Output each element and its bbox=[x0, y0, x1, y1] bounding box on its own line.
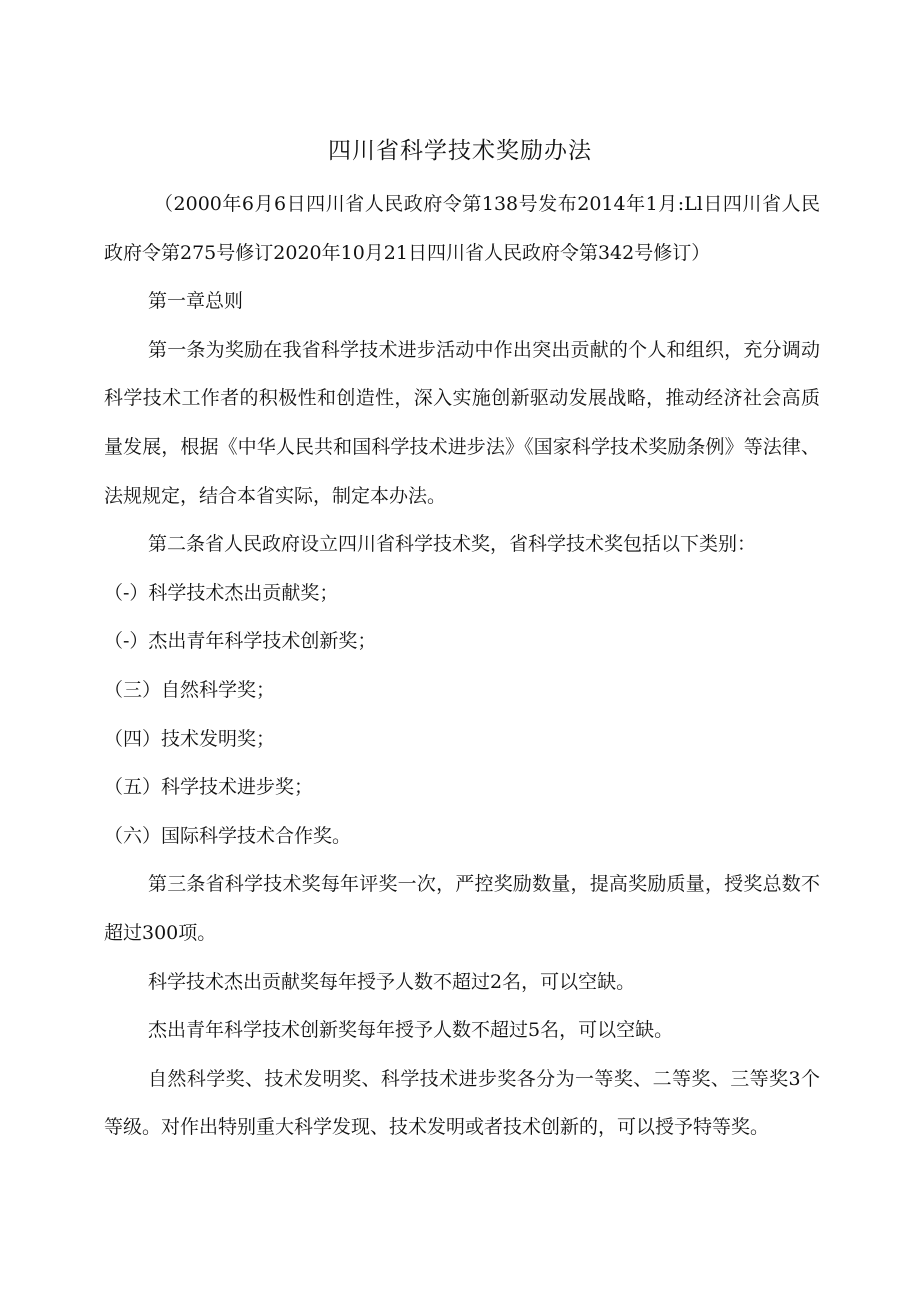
award-category-item: （五）科学技术进步奖； bbox=[104, 776, 314, 799]
award-category-item: （-）科学技术杰出贡献奖； bbox=[104, 581, 339, 604]
document-body bbox=[104, 180, 820, 1152]
award-category-item: （六）国际科学技术合作奖。 bbox=[104, 824, 352, 847]
chapter-heading: 第一章总则 bbox=[148, 290, 244, 313]
issuance-note: （2000年6月6日四川省人民政府令第138号发布2014年1月:Ll日四川省人民政府令第275号修订2020年10月21日四川省人民政府令第342号修订） bbox=[104, 193, 820, 264]
award-category-item: （-）杰出青年科学技术创新奖； bbox=[104, 630, 377, 653]
article-1: 第一条为奖励在我省科学技术进步活动中作出突出贡献的个人和组织，充分调动科学技术工作者的积极性和创造性，深入实施创新驱动发展战略，推动经济社会高质量发展，根据《中华人民共和国科学技术进步法》《国家科学技术奖励条例》等法律、法规规定，结合本省实际，制定本办法。 bbox=[104, 338, 820, 507]
article-3: 第三条省科学技术奖每年评奖一次，严控奖励数量，提高奖励质量，授奖总数不超过300项。 bbox=[104, 873, 820, 944]
paragraph-outstanding-contribution: 科学技术杰出贡献奖每年授予人数不超过2名，可以空缺。 bbox=[148, 970, 636, 993]
paragraph-young-innovation: 杰出青年科学技术创新奖每年授予人数不超过5名，可以空缺。 bbox=[148, 1019, 674, 1042]
article-2: 第二条省人民政府设立四川省科学技术奖，省科学技术奖包括以下类别： bbox=[148, 533, 757, 556]
paragraph-award-grades: 自然科学奖、技术发明奖、科学技术进步奖各分为一等奖、二等奖、三等奖3个等级。对作出特别重大科学发现、技术发明或者技术创新的，可以授予特等奖。 bbox=[104, 1067, 820, 1139]
document-title: 四川省科学技术奖励办法 bbox=[328, 138, 592, 164]
award-category-item: （四）技术发明奖； bbox=[104, 727, 276, 750]
award-category-item: （三）自然科学奖； bbox=[104, 678, 276, 701]
